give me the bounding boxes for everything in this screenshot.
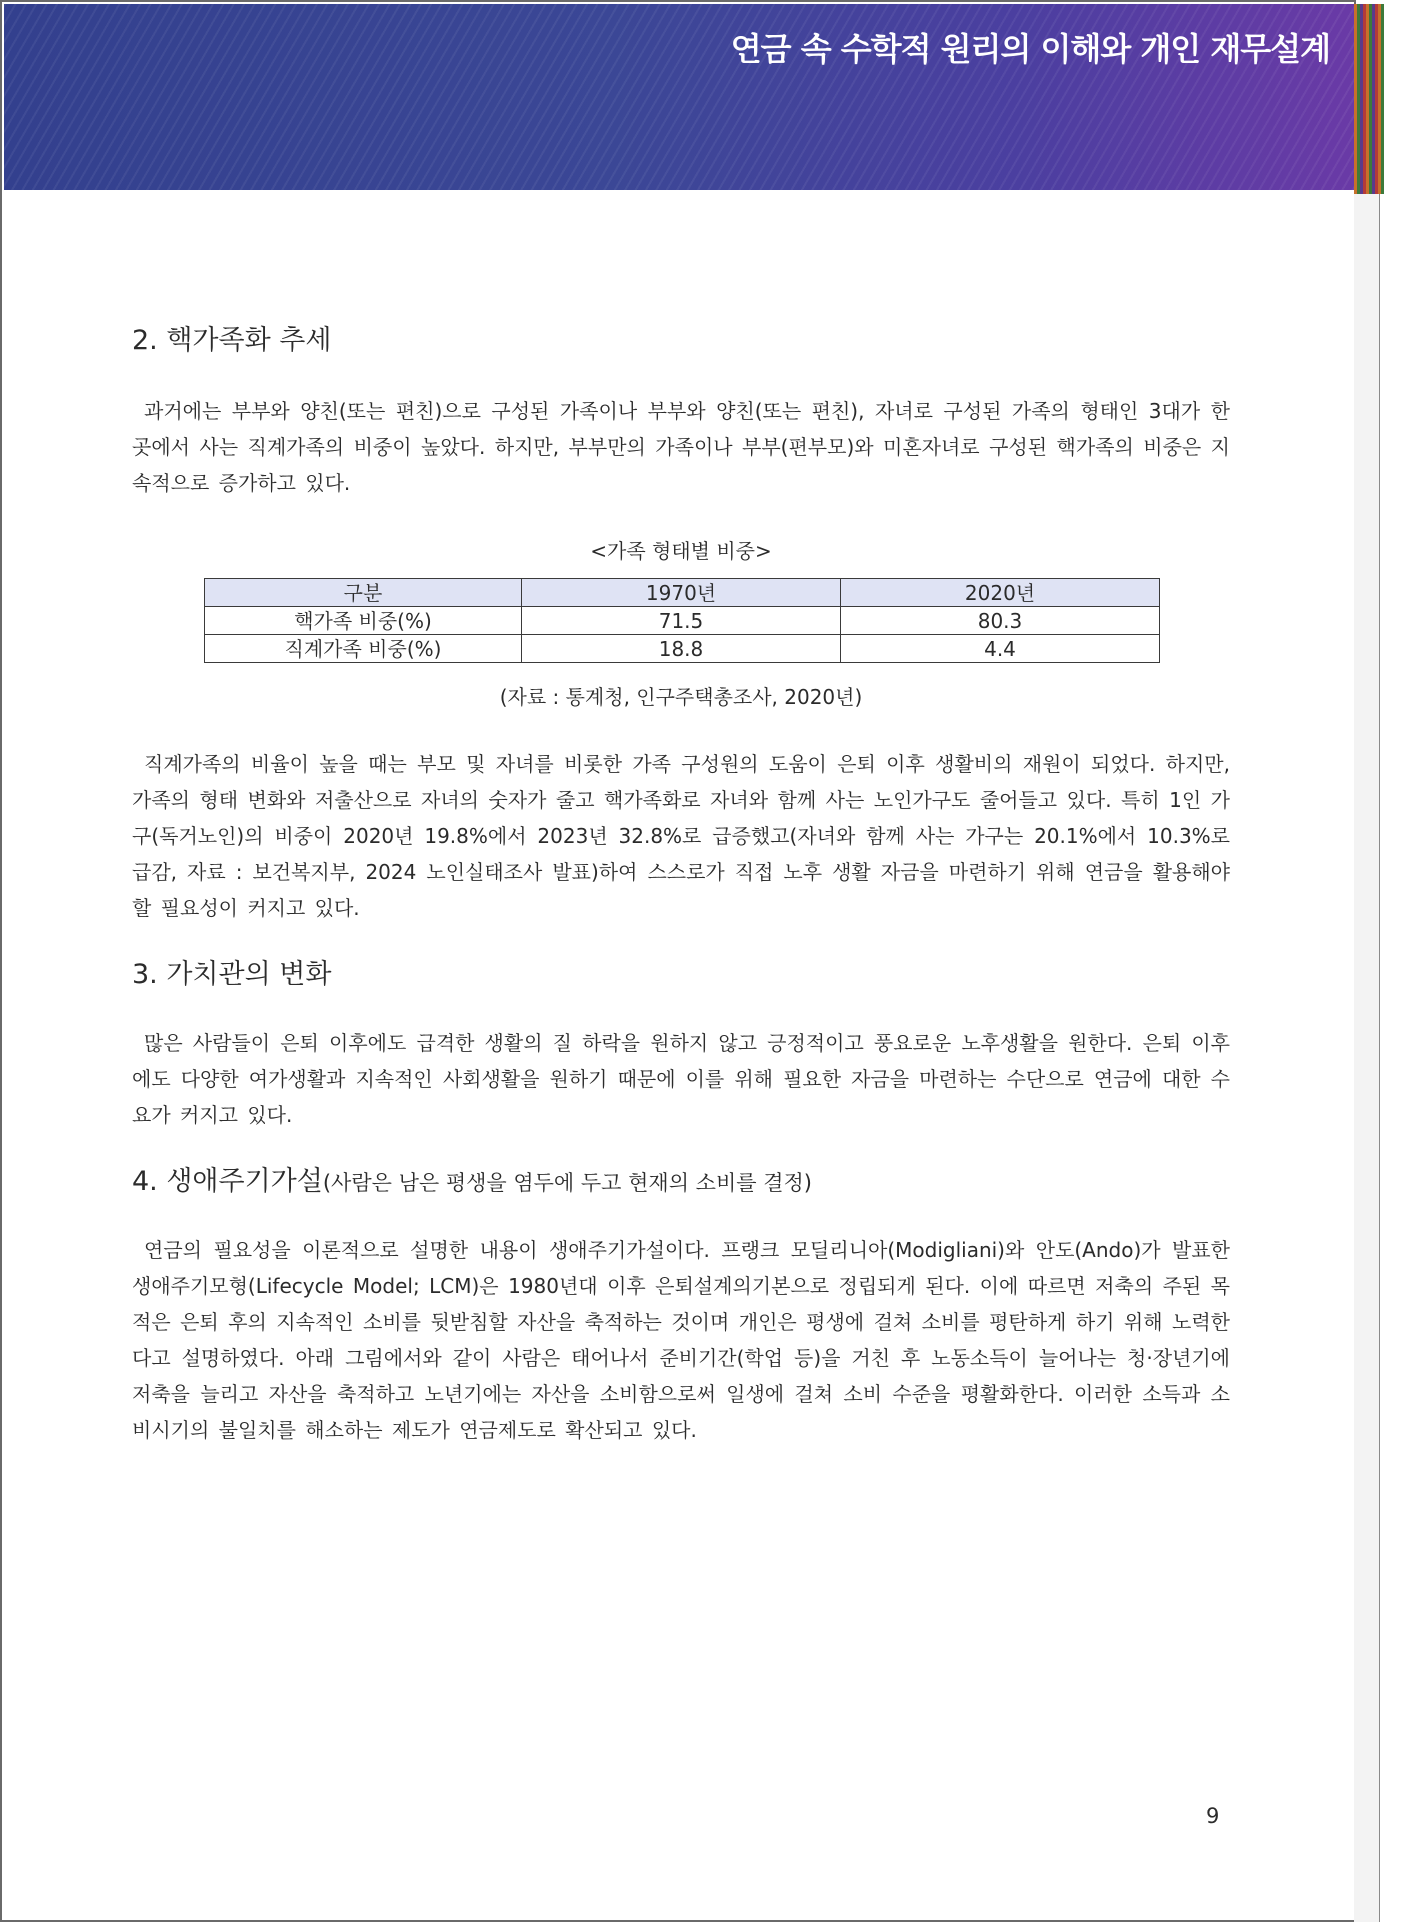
table-header-cell: 2020년 <box>841 579 1160 607</box>
table-header-row <box>205 579 1160 607</box>
page-edges <box>1354 4 1384 1922</box>
table-source: (자료 : 통계청, 인구주택총조사, 2020년) <box>499 685 863 709</box>
section-4-heading-text: 4. 생애주기가설 <box>132 1166 323 1197</box>
header-banner <box>4 4 1356 190</box>
table-cell: 직계가족 비중(%) <box>205 635 522 663</box>
table-caption: <가족 형태별 비중> <box>590 539 772 563</box>
page-edge-colors <box>1354 4 1384 194</box>
table-header-cell: 1970년 <box>522 579 841 607</box>
section-2-paragraph: 과거에는 부부와 양친(또는 편친)으로 구성된 가족이나 부부와 양친(또는 편친), 자녀로 구성된 가족의 형태인 3대가 한 곳에서 사는 직계가족의 비중이 높았다. 하지만, 부부만의 가족이나 부부(편부모)와 미혼자녀로 구성된 핵가족의 비중은 지속적으로 증가하고 있다. <box>132 399 1230 495</box>
table-row <box>205 635 1160 663</box>
section-4-heading <box>132 1159 1230 1198</box>
section-3-paragraph: 많은 사람들이 은퇴 이후에도 급격한 생활의 질 하락을 원하지 않고 긍정적이고 풍요로운 노후생활을 원한다. 은퇴 이후에도 다양한 여가생활과 지속적인 사회생활을 원하기 때문에 이를 위해 필요한 자금을 마련하는 수단으로 연금에 대한 수요가 커지고 있다. <box>132 1031 1230 1127</box>
table-cell: 80.3 <box>841 607 1160 635</box>
family-type-table <box>204 578 1160 663</box>
section-3-heading: 3. 가치관의 변화 <box>132 959 332 990</box>
table-cell: 4.4 <box>841 635 1160 663</box>
section-4-heading-note: (사람은 남은 평생을 염두에 두고 현재의 소비를 결정) <box>322 1171 812 1195</box>
page-edge <box>1372 4 1380 1922</box>
page-content <box>132 318 1230 1448</box>
table-row <box>205 607 1160 635</box>
page-number: 9 <box>1206 1804 1220 1828</box>
section-4-paragraph: 연금의 필요성을 이론적으로 설명한 내용이 생애주기가설이다. 프랭크 모딜리니아(Modigliani)와 안도(Ando)가 발표한 생애주기모형(Lifecycle Model; LCM)은 1980년대 이후 은퇴설계의기본으로 정립되게 된다. 이에 따르면 저축의 주된 목적은 은퇴 후의 지속적인 소비를 뒷받침할 자산을 축적하는 것이며 개인은 평생에 걸쳐 소비를 평탄하게 하기 위해 노력한다고 설명하였다. 아래 그림에서와 같이 사람은 태어나서 준비기간(학업 등)을 거친 후 노동소득이 늘어나는 청·장년기에 저축을 늘리고 자산을 축적하고 노년기에는 자산을 소비함으로써 일생에 걸쳐 소비 수준을 평활화한다. 이러한 소득과 소비시기의 불일치를 해소하는 제도가 연금제도로 확산되고 있다. <box>132 1238 1230 1442</box>
table-cell: 71.5 <box>522 607 841 635</box>
section-2-heading: 2. 핵가족화 추세 <box>132 325 332 356</box>
table-header-cell: 구분 <box>205 579 522 607</box>
table-cell: 핵가족 비중(%) <box>205 607 522 635</box>
table-cell: 18.8 <box>522 635 841 663</box>
section-2-paragraph-2: 직계가족의 비율이 높을 때는 부모 및 자녀를 비롯한 가족 구성원의 도움이 은퇴 이후 생활비의 재원이 되었다. 하지만, 가족의 형태 변화와 저출산으로 자녀의 숫자가 줄고 핵가족화로 자녀와 함께 사는 노인가구도 줄어들고 있다. 특히 1인 가구(독거노인)의 비중이 2020년 19.8%에서 2023년 32.8%로 급증했고(자녀와 함께 사는 가구는 20.1%에서 10.3%로 급감, 자료 : 보건복지부, 2024 노인실태조사 발표)하여 스스로가 직접 노후 생활 자금을 마련하기 위해 연금을 활용해야 할 필요성이 커지고 있다. <box>132 752 1230 920</box>
document-title: 연금 속 수학적 원리의 이해와 개인 재무설계 <box>730 30 1330 68</box>
